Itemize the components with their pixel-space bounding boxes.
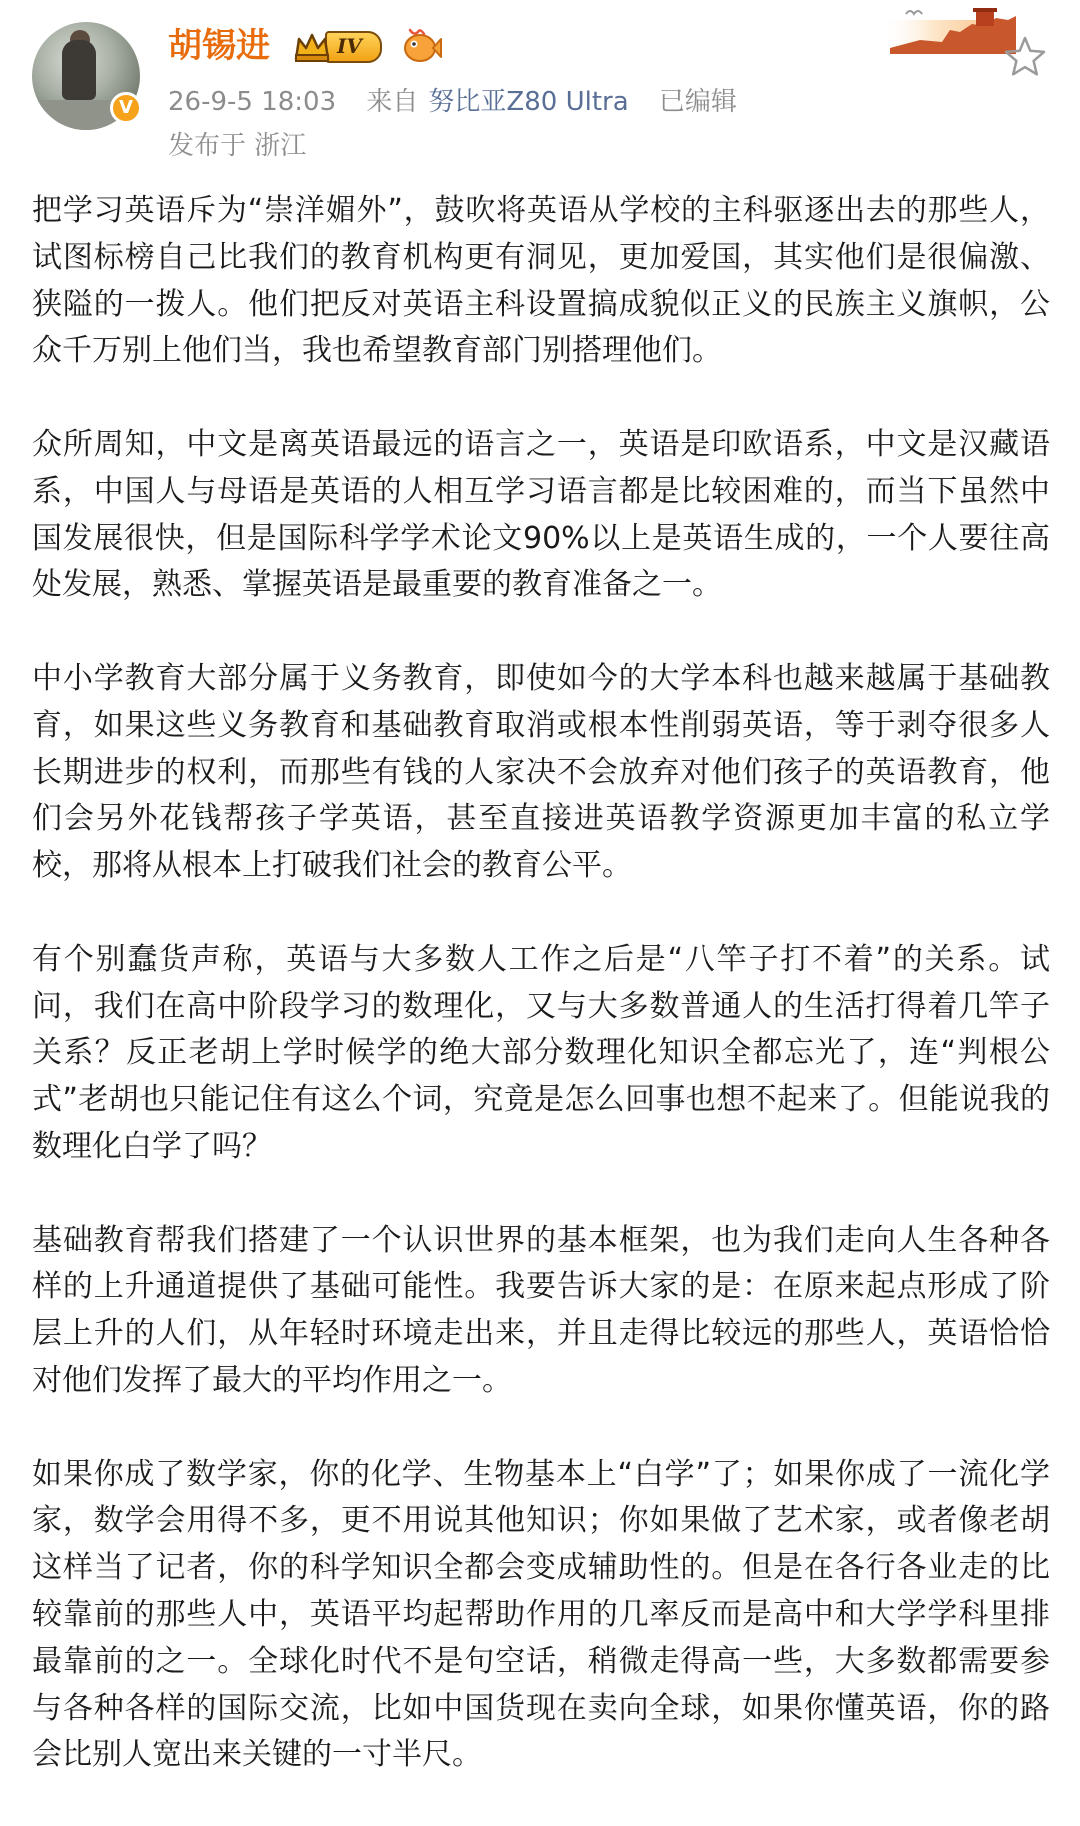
source-prefix: 来自 — [366, 87, 419, 117]
post-content — [32, 188, 1050, 1826]
timestamp: 26-9-5 18:03 — [168, 87, 337, 117]
level-label: IV — [325, 31, 382, 63]
paragraph: 把学习英语斥为“崇洋媚外”，鼓吹将英语从学校的主科驱逐出去的那些人，试图标榜自己比我们的教育机构更有洞见，更加爱国，其实他们是很偏激、狭隘的一拨人。他们把反对英语主科设置搞成貌似正义的民族主义旗帜，公众千万别上他们当，我也希望教育部门别搭理他们。 — [32, 193, 1050, 369]
location-label: 发布于 浙江 — [168, 131, 307, 161]
crown-level-icon — [293, 31, 331, 63]
star-icon[interactable] — [1002, 34, 1048, 80]
paragraph: 基础教育帮我们搭建了一个认识世界的基本框架，也为我们走向人生各种各样的上升通道提供了基础可能性。我要告诉大家的是：在原来起点形成了阶层上升的人们，从年轻时环境走出来，并且走得比较远的那些人，英语恰恰对他们发挥了最大的平均作用之一。 — [32, 1222, 1050, 1398]
post-meta — [168, 82, 737, 122]
verified-badge-icon: V — [110, 92, 142, 124]
paragraph: 如果你成了数学家，你的化学、生物基本上“白学”了；如果你成了一流化学家，数学会用得不多，更不用说其他知识；你如果做了艺术家，或者像老胡这样当了记者，你的科学知识全都会变成辅助性的。但是在各行各业走的比较靠前的那些人中，英语平均起帮助作用的几率反而是高中和大学学科里排最靠前的之一。全球化时代不是句空话，稍微走得高一些，大多数都需要参与各种各样的国际交流，比如中国货现在卖向全球，如果你懂英语，你的路会比别人宽出来关键的一寸半尺。 — [32, 1456, 1050, 1773]
edited-label[interactable]: 已编辑 — [658, 87, 737, 117]
device-link[interactable]: 努比亚Z80 Ultra — [428, 87, 629, 117]
paragraph: 有个别蠢货声称，英语与大多数人工作之后是“八竿子打不着”的关系。试问，我们在高中阶段学习的数理化，又与大多数普通人的生活打得着几竿子关系？反正老胡上学时候学的绝大部分数理化知识全都忘光了，连“判根公式”老胡也只能记住有这么个词，究竟是怎么回事也想不起来了。但能说我的数理化白学了吗？ — [32, 941, 1050, 1164]
username[interactable]: 胡锡进 — [168, 26, 270, 66]
paragraph: 中小学教育大部分属于义务教育，即使如今的大学本科也越来越属于基础教育，如果这些义务教育和基础教育取消或根本性削弱英语，等于剥夺很多人长期进步的权利，而那些有钱的人家决不会放弃对他们孩子的英语教育，他们会另外花钱帮孩子学英语，甚至直接进英语教学资源更加丰富的私立学校，那将从根本上打破我们社会的教育公平。 — [32, 660, 1050, 884]
level-badge[interactable] — [293, 30, 382, 64]
fish-badge-icon[interactable] — [400, 26, 442, 66]
paragraph: 众所周知，中文是离英语最远的语言之一，英语是印欧语系，中文是汉藏语系，中国人与母语是英语的人相互学习语言都是比较困难的，而当下虽然中国发展很快，但是国际科学学术论文90%以上是英语生成的，一个人要往高处发展，熟悉、掌握英语是最重要的教育准备之一。 — [32, 426, 1050, 603]
great-wall-decoration — [880, 2, 1016, 54]
avatar-figure — [62, 40, 96, 100]
